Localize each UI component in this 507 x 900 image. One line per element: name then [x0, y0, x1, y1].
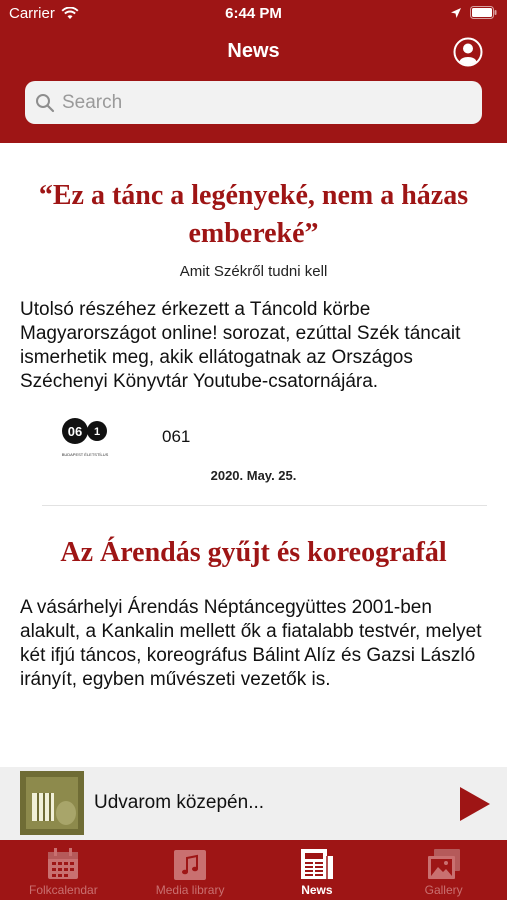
album-cover[interactable]: [20, 771, 84, 835]
source-logo-caption: BUDAPEST ÉLETSTÍLUS: [61, 452, 109, 457]
tab-label: Folkcalendar: [29, 883, 98, 897]
status-indicators: [450, 6, 497, 19]
carrier-label: Carrier: [9, 5, 55, 22]
source-logo: [60, 417, 110, 457]
location-arrow-icon: [450, 7, 462, 19]
play-icon[interactable]: [457, 784, 493, 824]
news-feed[interactable]: [0, 143, 507, 767]
article-date: 2020. May. 25.: [210, 468, 297, 483]
tab-gallery[interactable]: [380, 840, 507, 900]
tab-folkcalendar[interactable]: [0, 840, 127, 900]
svg-text:1: 1: [93, 426, 101, 438]
article-lead: A vásárhelyi Árendás Néptáncegyüttes 2001-ben alakult, a Kankalin mellett ők a fiatalabb testvér, melyet két ifjú táncos, koreográfus Bálint Alíz és Gazsi László irányít, egyben művészeti vezetők is.: [20, 597, 482, 690]
article-subtitle: Amit Székről tudni kell: [179, 263, 328, 280]
battery-icon: [470, 6, 497, 19]
track-title[interactable]: Udvarom közepén...: [94, 792, 265, 813]
article-title[interactable]: Az Árendás gyűjt és koreografál: [60, 537, 447, 568]
search-input[interactable]: [62, 92, 462, 114]
tab-label: Media library: [155, 883, 225, 897]
article-lead: Utolsó részéhez érkezett a Táncold körbe Magyarországot online! sorozat, ezúttal Szék táncait ismerhetik meg, akik ellátogatnak az Országos Széchenyi Könyvtár Youtube-csatornájára.: [20, 299, 461, 392]
page-title: News: [227, 40, 280, 62]
album-cover-art: [20, 771, 84, 835]
gallery-icon: [426, 847, 462, 881]
article-card[interactable]: [0, 143, 507, 506]
tab-label: Gallery: [424, 883, 463, 897]
source-name: 061: [162, 427, 191, 446]
tab-label: News: [301, 883, 333, 897]
mini-player[interactable]: [0, 767, 507, 840]
newspaper-icon: [299, 847, 335, 881]
svg-text:06: 06: [67, 424, 83, 439]
source-logo-mark: [61, 417, 109, 447]
tab-bar: [0, 840, 507, 900]
article-source-row: [20, 406, 487, 468]
tab-media-library[interactable]: [127, 840, 254, 900]
article-title[interactable]: “Ez a tánc a legényeké, nem a házas embereké”: [38, 180, 469, 249]
profile-icon[interactable]: [453, 37, 483, 67]
status-time: 6:44 PM: [225, 5, 282, 22]
tab-news[interactable]: [254, 840, 381, 900]
article-card[interactable]: [0, 506, 507, 692]
app-header: [0, 0, 507, 143]
search-bar[interactable]: [25, 81, 482, 124]
music-icon: [173, 847, 207, 881]
status-bar: [0, 0, 507, 28]
search-icon: [35, 93, 55, 113]
calendar-icon: [46, 847, 80, 881]
